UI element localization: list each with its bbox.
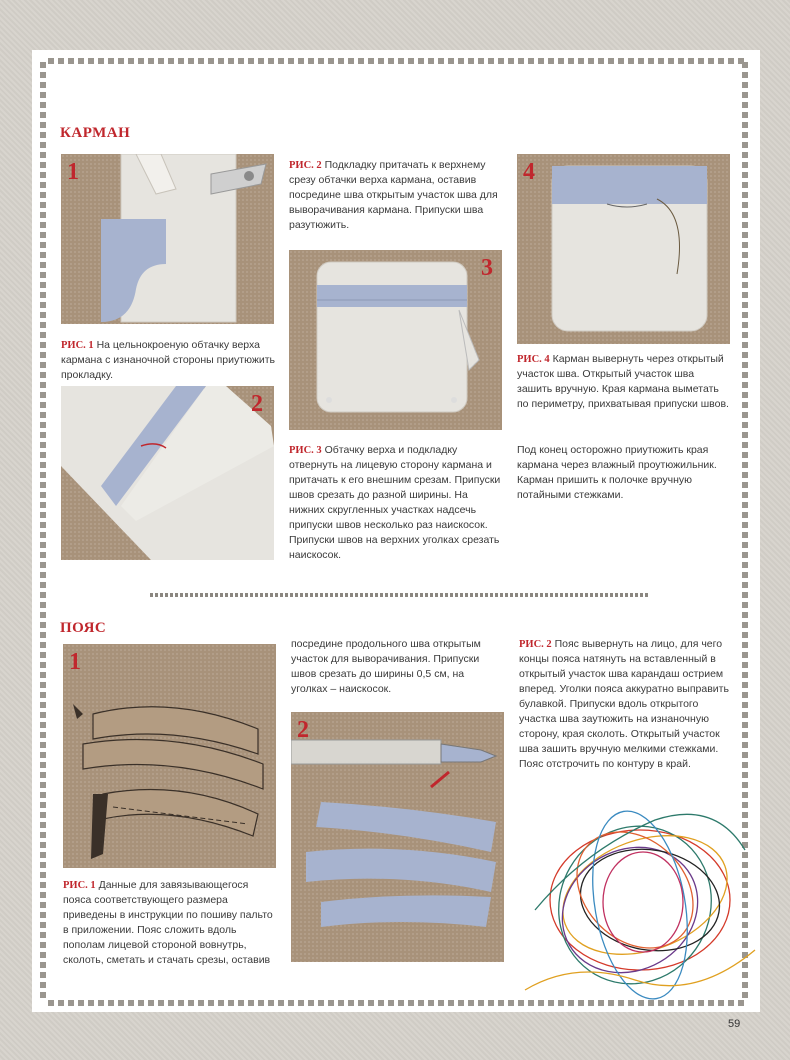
caption-text: На цельнокроеную обтачку верха кармана с изнаночной стороны приутюжить прокладку. [61, 339, 275, 381]
caption-text: Обтачку верха и подкладку отвернуть на лицевую сторону кармана и притачать к его внешним срезам. Припуски швов срезать до разной ширины. На нижних скругленных участках надсечь припуски швов несколько раз наискосок. Припуски швов на верхних уголках срезать наискосок. [289, 444, 501, 561]
belt-figure-1 [63, 644, 276, 868]
thread-ball-illustration [515, 790, 765, 1030]
pocket-figure-1 [61, 154, 274, 324]
section-divider [150, 593, 650, 597]
belt-figure-1-illustration [63, 644, 276, 868]
caption-label: РИС. 1 [61, 340, 94, 351]
caption-text: Данные для завязывающегося пояса соответствующего размера приведены в инструкции по пошиву пальто в приложении. Пояс сложить вдоль пополам лицевой стороной вовнутрь, сколоть, сметать и стачать срезы, оставив [63, 879, 273, 966]
belt-continued-text: посредине продольного шва открытым участок для выворачивания. Припуски швов срезать до ширины 0,5 см, на уголках – наискосок. [291, 638, 481, 695]
figure-number: 3 [481, 255, 493, 281]
pocket-caption-3 [289, 443, 501, 563]
caption-text: Пояс вывернуть на лицо, для чего концы пояса натянуть на вставленный в открытый участок шва карандаш острием вперед. Уголки пояса аккуратно выправить булавкой. Припуски вдоль открытого участка шва заутюжить на изнаночную сторону, края сколоть. Открытый участок шва зашить вручную мелкими стежками. Пояс отстрочить по контуру в край. [519, 638, 729, 770]
caption-label: РИС. 3 [289, 445, 322, 456]
pocket-figure-1-illustration [61, 154, 274, 324]
section-title-belt: ПОЯС [60, 620, 107, 636]
page-number: 59 [728, 1018, 741, 1030]
pocket-figure-3 [289, 250, 502, 430]
belt-caption-2 [519, 637, 734, 772]
pocket-final-text: Под конец осторожно приутюжить края кармана через влажный проутюжильник. Карман пришить к полочке вручную потайными стежками. [517, 444, 717, 501]
figure-number: 4 [523, 159, 535, 185]
belt-figure-2 [291, 712, 504, 962]
thread-ball-image [515, 790, 765, 1035]
figure-number: 1 [69, 649, 81, 675]
stitch-border-left [40, 62, 46, 1000]
stitch-border-top [48, 58, 746, 64]
section-title-pocket: КАРМАН [60, 125, 131, 141]
figure-number: 2 [297, 717, 309, 743]
pocket-caption-1 [61, 338, 276, 383]
pocket-figure-3-illustration [289, 250, 502, 430]
belt-caption-1 [63, 878, 278, 968]
figure-number: 2 [251, 391, 263, 417]
caption-text: Карман вывернуть через открытый участок шва. Открытый участок шва зашить вручную. Края кармана выметать по периметру, прихватывая припуски швов. [517, 353, 729, 410]
caption-label: РИС. 4 [517, 354, 550, 365]
pocket-figure-4 [517, 154, 730, 344]
caption-label: РИС. 2 [519, 639, 552, 650]
belt-figure-2-illustration [291, 712, 504, 962]
caption-label: РИС. 1 [63, 880, 96, 891]
pocket-caption-4 [517, 352, 731, 412]
caption-label: РИС. 2 [289, 160, 322, 171]
caption-text: Подкладку притачать к верхнему срезу обтачки верха кармана, оставив посредине шва открытым участок шва для выворачивания кармана. Припуски шва разутюжить. [289, 159, 498, 231]
figure-number: 1 [67, 159, 79, 185]
pocket-figure-4-illustration [517, 154, 730, 344]
pocket-figure-2-illustration [61, 386, 274, 560]
pocket-caption-2 [289, 158, 501, 233]
pocket-figure-2 [61, 386, 274, 560]
